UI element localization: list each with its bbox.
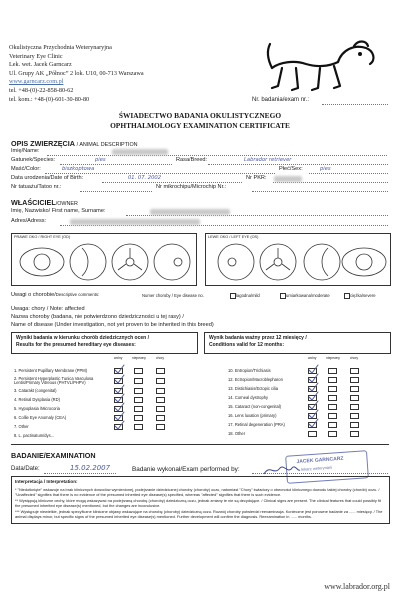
right-checkbox[interactable] <box>328 431 337 437</box>
right-checkbox[interactable] <box>328 386 337 392</box>
left-eye-diagram-box <box>205 233 391 286</box>
owner-name-label: Imię, Nazwisko/ First name, Surname: <box>11 208 106 214</box>
left-checkbox[interactable] <box>134 378 143 384</box>
redacted-pkr <box>274 176 302 182</box>
affected-note-1: Uwaga: chory / Note: affected <box>11 306 85 312</box>
clinic-website-link[interactable]: www.garncarz.com.pl <box>9 78 64 86</box>
examination-heading: BADANIE/EXAMINATION <box>11 451 96 460</box>
table-row: 6. Collie Eye Anomaly (CEA) <box>14 415 67 420</box>
species-label: Gatunek/Species: <box>11 157 56 163</box>
interpretation-note-3: *** Występuje niewielkie, jednak specyficzne kliniczne objawy wskazujące na chorobę (choroby) dziedziczną oczu. Rozwój choroby potwierdzi reexaminacja. Konieczne jest ponowne badanie za ...... miesięcy. / The animal displays minor, but specific signs of the presumed inherited eye disease(s) mentioned. Further development will confirm the diagnosis. Reexamination in ...... months. <box>15 509 383 519</box>
clinic-doctor: Lek. wet. Jacek Garncarz <box>9 61 72 69</box>
color-value: biszkoptowa <box>62 166 95 172</box>
animal-name-field[interactable] <box>47 155 387 156</box>
animal-name-label: Imię/Name: <box>11 148 40 154</box>
sex-value: pies <box>320 166 331 172</box>
left-checkbox[interactable] <box>156 397 165 403</box>
clinic-mobile: tel. kom.: +48-(0)-601-30-80-80 <box>9 95 90 103</box>
right-checkbox[interactable] <box>328 413 337 419</box>
dob-value: 01. 07. 2002 <box>128 175 161 181</box>
clinic-phone: tel. +48-(0)-22-858-80-62 <box>9 86 74 94</box>
right-checkbox[interactable] <box>328 395 337 401</box>
right-col-header-3: chory <box>350 356 359 360</box>
left-checkbox[interactable] <box>156 388 165 394</box>
clinic-address: Ul. Grupy AK „Północ” 2 lok. U10, 00-713 Warszawa <box>9 69 144 77</box>
dob-label: Data urodzenia/Date of Birth: <box>11 175 84 181</box>
left-header-en: Results for the presumed hereditary eye diseases: <box>16 342 136 348</box>
right-checkbox[interactable] <box>350 404 359 410</box>
exam-date-field[interactable] <box>44 473 116 474</box>
comments-label-en: Descriptive comments: <box>55 292 100 297</box>
left-checkbox[interactable] <box>134 415 143 421</box>
left-checkbox[interactable] <box>156 424 165 430</box>
owner-section-en: /OWNER <box>55 201 78 207</box>
affected-note-2: Nazwa choroby (badana, nie potwierdzono dziedziczności u tej rasy) / <box>11 314 184 320</box>
right-checkbox[interactable] <box>350 386 359 392</box>
comments-label <box>11 292 99 298</box>
mild-label: lagodna/mild <box>236 293 260 298</box>
right-checkbox[interactable] <box>328 377 337 383</box>
microchip-field[interactable] <box>252 191 388 192</box>
left-eye-label: LEWE OKO / LEFT EYE (OS) <box>208 235 259 239</box>
left-eye-sketch-icon <box>206 234 390 285</box>
interpretation-note-2: ** Występują kliniczne cechy, które mogą wskazywać na podejrzaną chorobę (choroby) dziedziczną oczu, jednak zmiany te nie są decydujące. / Clinical signs are present. The clinical features that could possibly fit the presumed inherited eye disease(s) mentioned, but the changes are inconclusive. <box>15 498 381 508</box>
disease-no-label: Numer choroby / Eye disease no. <box>142 293 204 298</box>
right-eye-label: PRAWE OKO / RIGHT EYE (OD) <box>14 235 71 239</box>
table-row: 5. Hypoplasia /Microcoria <box>14 406 60 411</box>
table-row: 1. Persistent Pupillary Membrane (PPM) <box>14 368 88 373</box>
right-eye-sketch-icon <box>12 234 196 285</box>
table-row: 14. Corneal dystrophy <box>228 395 269 400</box>
left-checkbox[interactable] <box>156 406 165 412</box>
right-col-header-2: niepewny <box>326 356 340 360</box>
redacted-animal-name <box>112 149 168 155</box>
clinic-header <box>9 44 144 104</box>
breed-value: Labrador retriever <box>244 157 292 163</box>
table-row: 13. Distichiasis/Ectopic cilia <box>228 386 279 391</box>
redacted-owner-address <box>70 219 200 225</box>
severe-label: ciężka/severe <box>350 293 376 298</box>
left-checkbox[interactable] <box>134 397 143 403</box>
stamp-name: JACEK GARNCARZ <box>296 455 344 466</box>
title-en: OPHTHALMOLOGY EXAMINATION CERTIFICATE <box>110 121 290 130</box>
table-row: 16. Lens luxation (primary) <box>228 413 277 418</box>
left-checkbox[interactable] <box>134 424 143 430</box>
table-row: 8. L. pactinatum/dys... <box>14 433 55 438</box>
right-checkmarks-icon <box>306 364 320 438</box>
owner-address-field[interactable] <box>60 225 388 226</box>
table-row: 18. Other <box>228 431 246 436</box>
stamp-subtitle: lekarz weterynarii <box>300 464 333 472</box>
left-checkbox[interactable] <box>156 415 165 421</box>
table-row: 12. Ectropion/Macroblepharon <box>228 377 283 382</box>
right-checkbox[interactable] <box>350 377 359 383</box>
left-checkbox[interactable] <box>156 378 165 384</box>
right-checkbox[interactable] <box>328 368 337 374</box>
right-checkbox[interactable] <box>350 413 359 419</box>
owner-section-pl: WŁAŚCICIEL <box>11 198 56 207</box>
species-field[interactable] <box>60 164 172 165</box>
performed-by-label: Badanie wykonał/Exam performed by: <box>132 466 240 473</box>
right-eye-diagram-box <box>11 233 197 286</box>
animal-section-en: / ANIMAL DESCRIPTION <box>76 142 138 148</box>
breed-field[interactable] <box>208 164 388 165</box>
left-checkbox[interactable] <box>156 368 165 374</box>
left-checkbox[interactable] <box>134 368 143 374</box>
tattoo-field[interactable] <box>80 191 152 192</box>
owner-section-heading <box>11 198 78 207</box>
pkr-label: Nr PKR: <box>246 175 267 181</box>
left-checkbox[interactable] <box>134 388 143 394</box>
dog-logo-icon <box>262 38 382 94</box>
table-row: 17. Retinal degeneration (PRA) <box>228 422 285 427</box>
breed-label: Rasa/Breed: <box>176 157 208 163</box>
exam-date-label: Data/Date: <box>11 466 40 472</box>
right-checkbox[interactable] <box>350 422 359 428</box>
table-row: 4. Retinal Dysplasia (RD) <box>14 397 60 402</box>
left-checkmarks-icon <box>112 364 126 436</box>
comments-label-pl: Uwagi o chorobie/ <box>11 292 56 298</box>
microchip-label: Nr mikrochipu/Microchip Nr.: <box>156 184 227 190</box>
left-checkbox[interactable] <box>134 406 143 412</box>
color-label: Maść/Color: <box>11 166 41 172</box>
clinic-name-en: Veterinary Eye Clinic <box>9 52 63 60</box>
owner-address-label: Adres/Adress: <box>11 218 47 224</box>
sex-field[interactable] <box>309 173 388 174</box>
animal-section-heading <box>11 139 138 148</box>
right-header-en: Conditions valid for 12 months: <box>209 342 285 348</box>
moderate-label: umiarkowana/moderate <box>286 293 330 298</box>
interpretation-note-1: * "Niedotknięte" wskazuje na brak klinicznych dowodów wymienionej, podejrzanie dziedzicznej choroby (choroby) oczu, natomiast "Chory" świadczy o obecności klinicznego dowodu takiej choroby (chorób) oczu. / "Unaffected" signifies that there is no evidence of the presumed inherited eye disease(s) specified, whereas "affected" signifies that there is such evidence. <box>15 487 380 497</box>
clinic-name-pl: Okulistyczna Przychodnia Weterynaryjna <box>9 44 112 51</box>
left-col-header-1: wolny <box>114 356 123 360</box>
right-checkbox[interactable] <box>350 395 359 401</box>
right-checkbox[interactable] <box>328 404 337 410</box>
table-row: 3. Catarakt (congenital) <box>14 388 57 393</box>
table-row: 7. Other <box>14 424 29 429</box>
exam-number-field[interactable] <box>322 104 388 105</box>
sex-label: Płeć/Sex: <box>279 166 303 172</box>
pkr-field[interactable] <box>273 182 388 183</box>
exam-date-value: 15.02.2007 <box>70 464 111 472</box>
dob-field[interactable] <box>102 182 242 183</box>
exam-number-label: Nr. badania/exam nr.: <box>252 97 310 103</box>
table-row: 10. Entropion/Trichiasis <box>228 368 271 373</box>
right-checkbox[interactable] <box>350 431 359 437</box>
owner-name-field[interactable] <box>126 215 388 216</box>
color-field[interactable] <box>45 173 275 174</box>
left-table-header <box>11 332 198 354</box>
divider <box>11 444 389 445</box>
tattoo-label: Nr tatuażu/Tatoo nr.: <box>11 184 62 190</box>
right-checkbox[interactable] <box>328 422 337 428</box>
left-header-pl: Wyniki badania w kierunku chorób dziedzicznych ocen / <box>16 335 149 341</box>
right-checkbox[interactable] <box>350 368 359 374</box>
left-col-header-2: niepewny <box>132 356 146 360</box>
animal-section-pl: OPIS ZWIERZĘCIA <box>11 139 75 148</box>
footer-website[interactable]: www.labrador.org.pl <box>324 582 390 591</box>
affected-note-3: Name of disease (Under investigation, not yet proven to be inherited in this breed) <box>11 322 214 328</box>
redacted-owner-name <box>150 209 230 215</box>
interpretation-label: Interpretacja / Interpretation: <box>15 479 78 484</box>
left-col-header-3: chory <box>156 356 165 360</box>
right-header-pl: Wynik badania ważny przez 12 miesięcy / <box>209 335 307 341</box>
table-row: 2. Persistent Hyperplastic Tunica Vasculosa Lentis/Primary Vitreous (PHTVL/PHPV) <box>14 376 94 386</box>
table-row: 15. Cataract (non-congenital) <box>228 404 282 409</box>
right-col-header-1: wolny <box>308 356 317 360</box>
title-pl: ŚWIADECTWO BADANIA OKULISTYCZNEGO <box>118 111 282 120</box>
right-table-header <box>204 332 391 354</box>
interpretation-box <box>11 476 390 524</box>
species-value: pies <box>95 157 106 163</box>
